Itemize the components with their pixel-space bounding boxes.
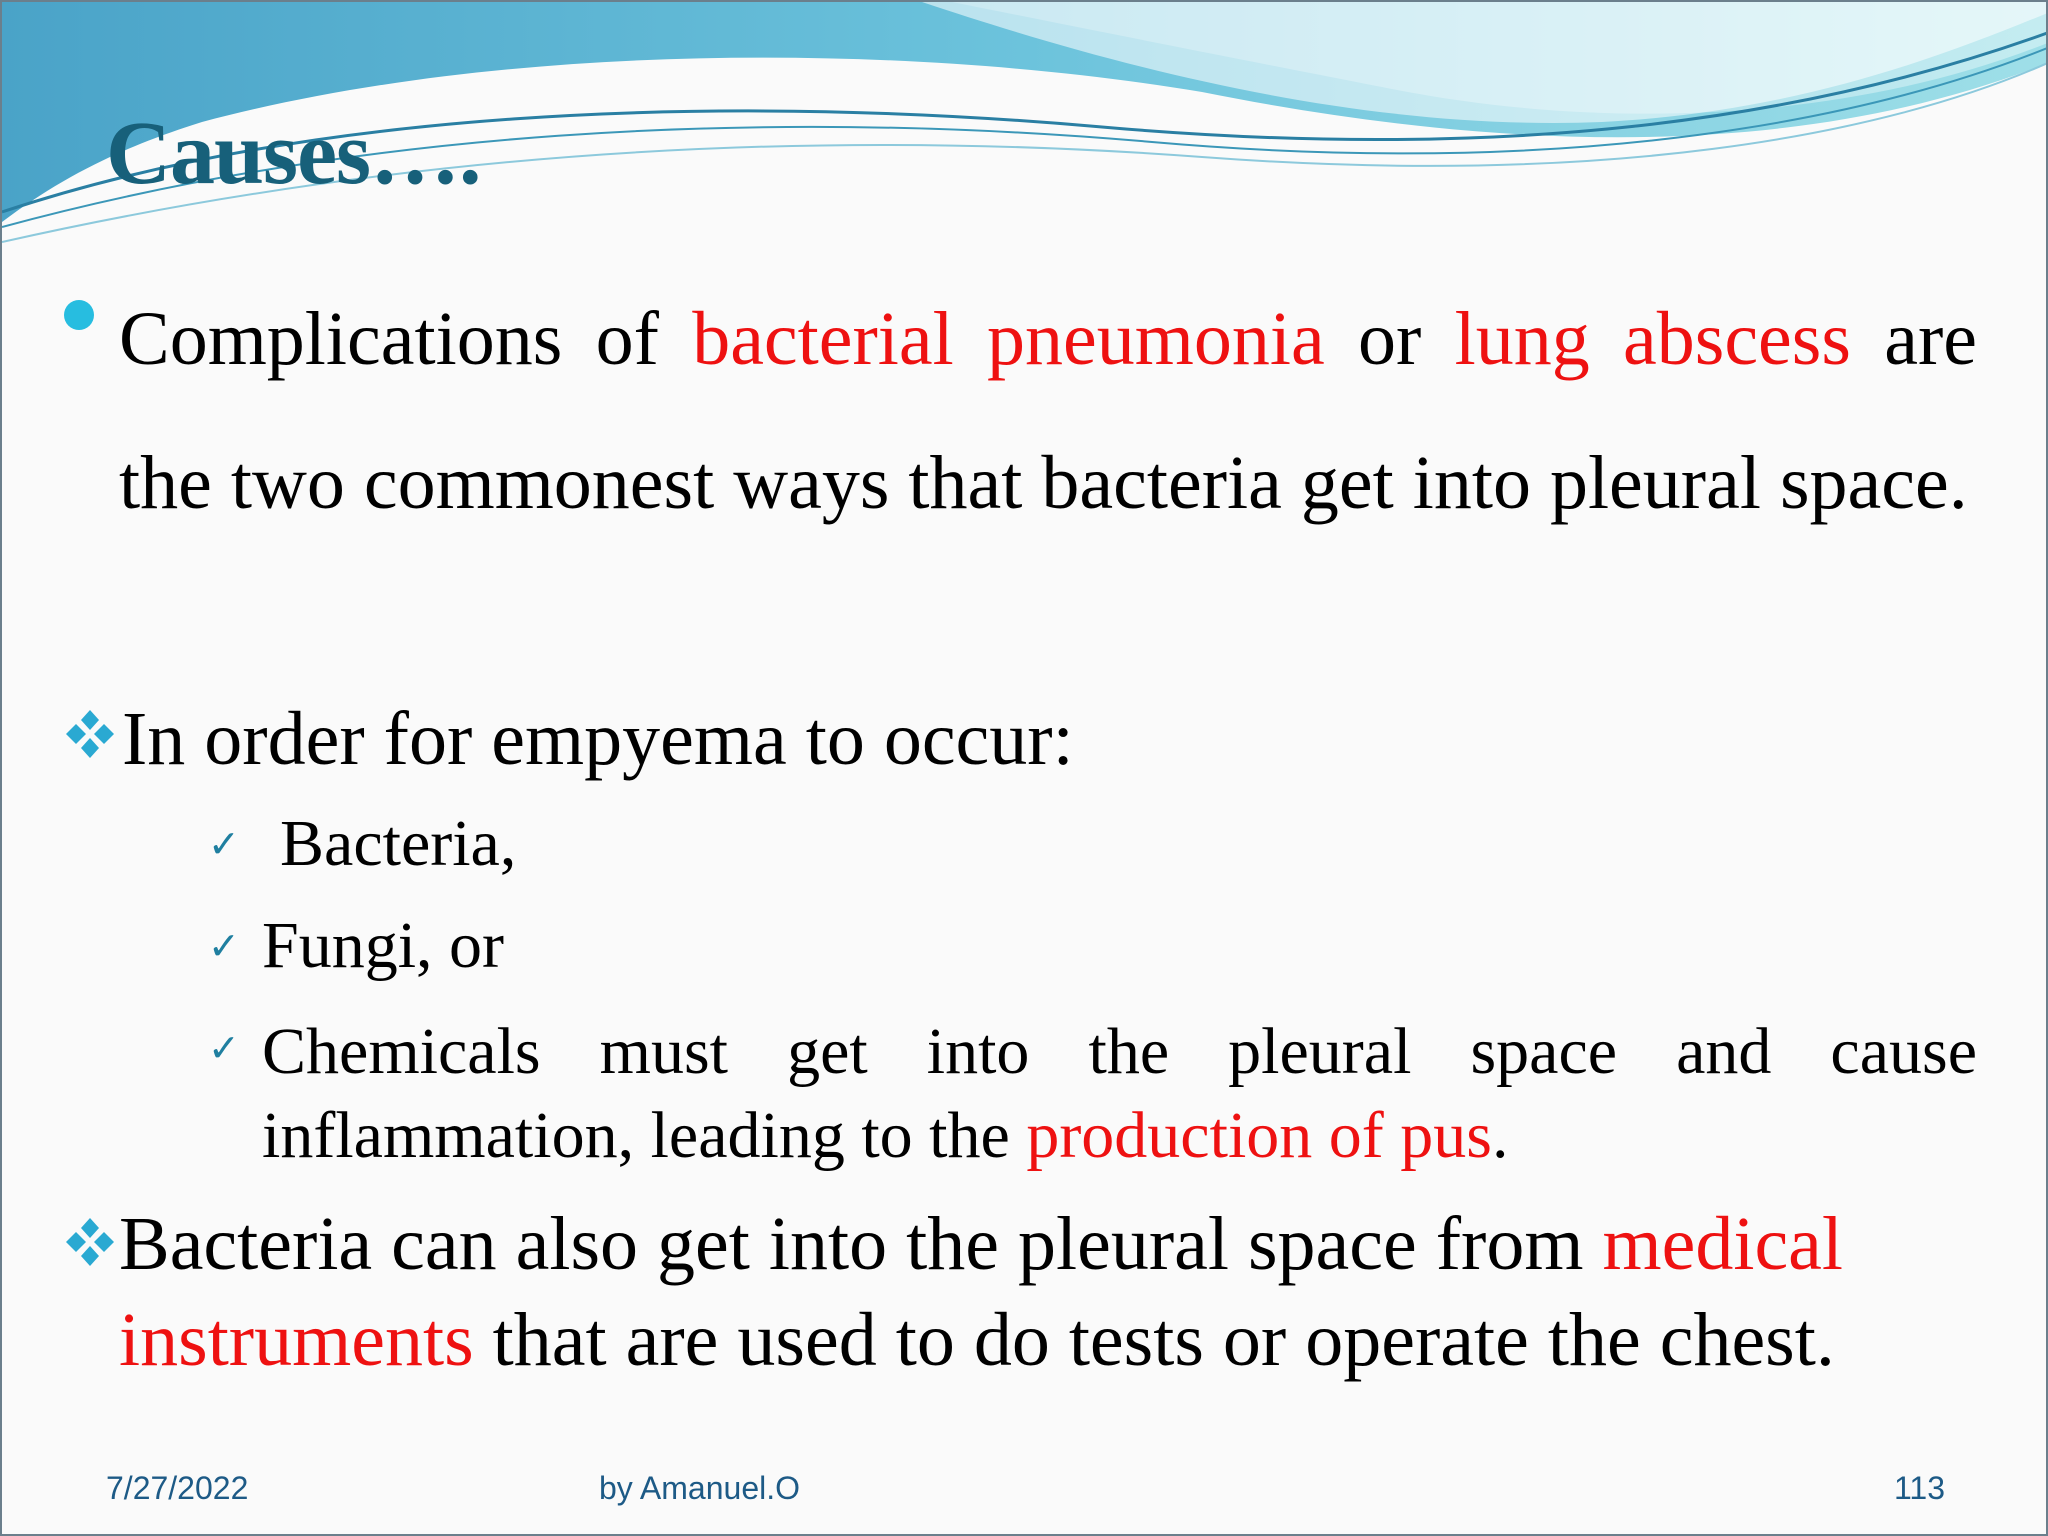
sub-item-bacteria: Bacteria,: [280, 807, 517, 880]
highlight-lung-abscess: lung abscess: [1454, 297, 1851, 381]
text-segment: are the two commonest ways that bacteria get into pleural space.: [119, 297, 1978, 525]
highlight-production-of-pus: production of pus: [1026, 1099, 1492, 1172]
sub-item-chemicals: [262, 1010, 1977, 1178]
bullet-medical-instruments: [119, 1196, 1977, 1388]
footer-date: 7/27/2022: [106, 1470, 249, 1506]
text-segment: that are used to do tests or operate the chest.: [473, 1298, 1835, 1382]
check-icon: ✓: [208, 924, 240, 968]
check-icon: ✓: [208, 1026, 240, 1070]
footer-author: by Amanuel.O: [599, 1470, 800, 1506]
text-segment: Complications of: [119, 297, 693, 381]
check-icon: ✓: [208, 822, 240, 866]
highlight-bacterial-pneumonia: bacterial pneumonia: [692, 297, 1325, 381]
sub-item-fungi: Fungi, or: [262, 909, 505, 982]
text-segment: Bacteria can also get into the pleural space from: [119, 1202, 1603, 1286]
slide-title: Causes….: [106, 104, 481, 203]
circle-bullet-icon: [64, 300, 94, 330]
bullet-complications: [119, 267, 1977, 555]
diamond-bullet-icon: [62, 706, 118, 762]
text-segment: Chemicals must get into the pleural space and cause inflammation, leading to the: [262, 1015, 1977, 1172]
text-segment: .: [1491, 1099, 1509, 1172]
highlight-medical-instruments: medical instruments: [119, 1202, 1844, 1382]
footer-page-number: 113: [1894, 1470, 1946, 1506]
bullet-empyema-conditions: In order for empyema to occur:: [122, 697, 1074, 781]
text-segment: or: [1324, 297, 1455, 381]
diamond-bullet-icon: [62, 1214, 118, 1270]
